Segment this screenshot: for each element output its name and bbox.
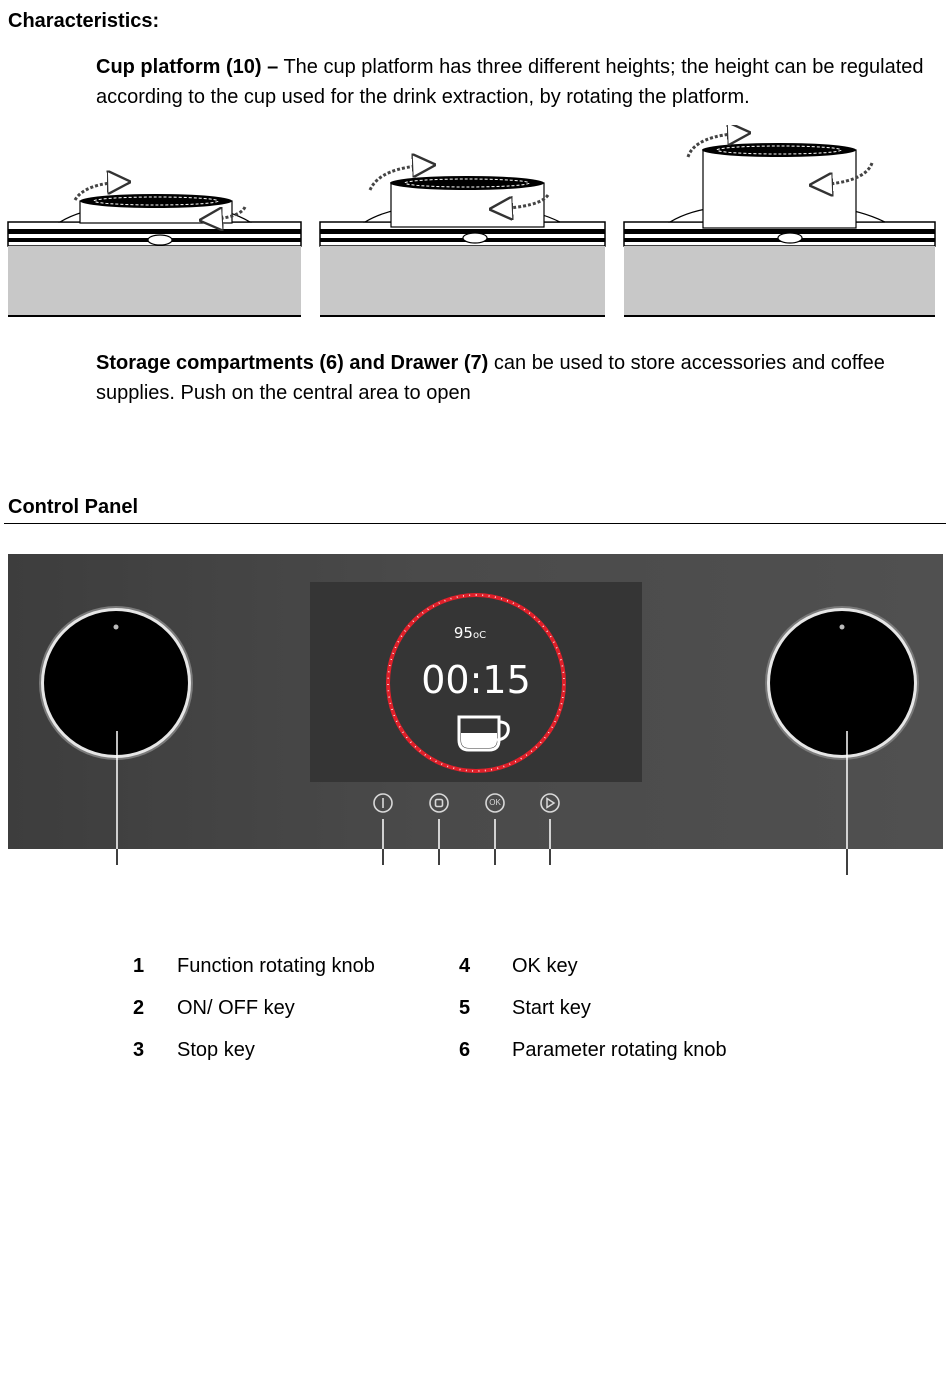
function-rotating-knob[interactable] [39, 606, 193, 760]
platform-high-illustration [624, 133, 935, 316]
storage-paragraph [96, 348, 946, 408]
display-temperature [440, 624, 500, 642]
cup-platform-illustrations [0, 125, 950, 325]
cup-platform-paragraph [96, 52, 946, 112]
cup-platform-term: Cup platform (10) – [96, 56, 279, 78]
start-key[interactable] [541, 794, 559, 812]
stop-icon [436, 800, 443, 807]
play-icon [547, 799, 554, 808]
display-timer: 00:15 [421, 658, 531, 702]
ok-icon: OK [489, 798, 501, 807]
storage-text: can be used to store accessories and coffee supplies. Push on the central area to open [96, 352, 885, 404]
control-panel-legend: 1 Function rotating knob 2 ON/ OFF key 3 Stop key 4 OK key 5 Start key 6 Parameter rotating knob [133, 955, 727, 1061]
heading-rule [4, 523, 946, 524]
section-heading-control-panel: Control Panel [8, 496, 139, 518]
callout-lines-below [0, 849, 950, 879]
cup-platform-text: The cup platform has three different heights; the height can be regulated according to the cup used for the drink extraction, by rotating the platform. [96, 56, 924, 108]
section-heading-characteristics: Characteristics: [8, 10, 160, 32]
stop-key[interactable] [430, 794, 448, 812]
storage-term: Storage compartments (6) and Drawer (7) [96, 352, 489, 374]
temperature-value: 95 [453, 624, 473, 642]
platform-low-illustration [8, 182, 301, 316]
parameter-rotating-knob[interactable] [765, 606, 919, 760]
temperature-unit: oC [472, 630, 487, 641]
on-off-key[interactable] [374, 794, 392, 812]
platform-mid-illustration [320, 165, 605, 316]
